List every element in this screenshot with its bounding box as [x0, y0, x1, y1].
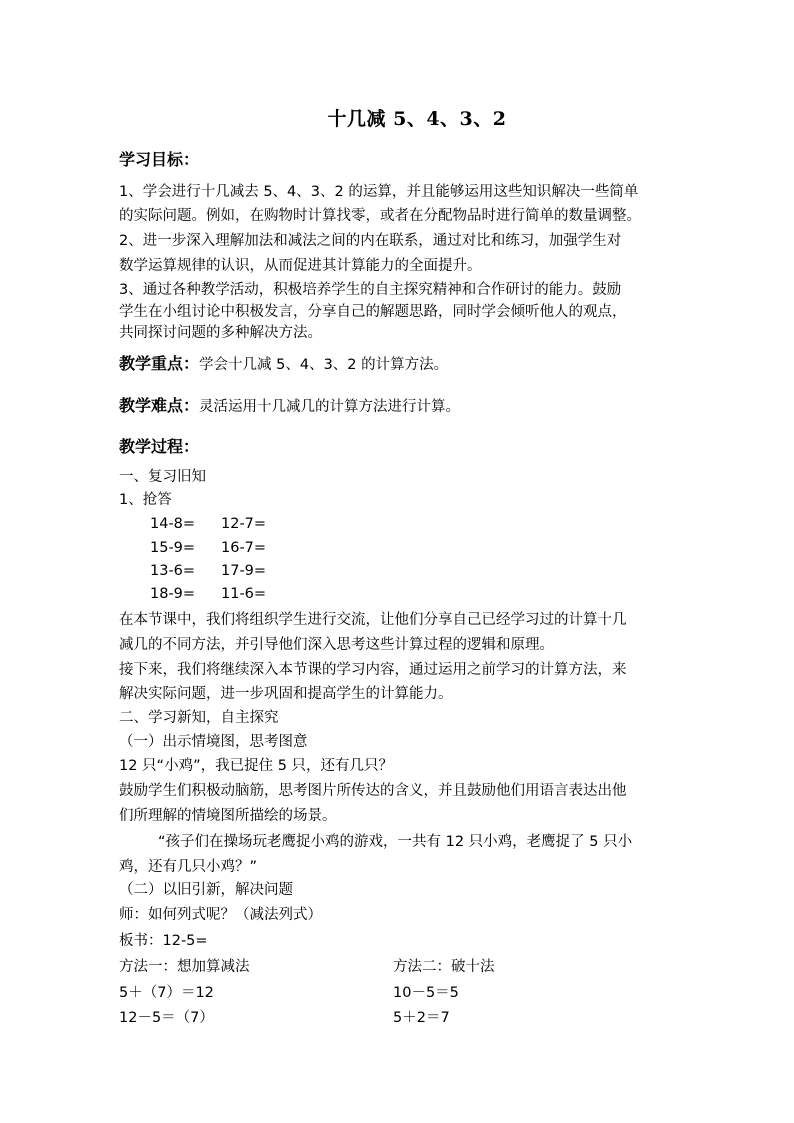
subsection-title: （二）以旧引新，解决问题 [119, 882, 293, 898]
page-title: 十几减 5、4、3、2 [327, 108, 507, 130]
exercise-item: 14-8= [150, 516, 196, 532]
exercise-item: 11-6= [221, 586, 267, 602]
difficulty-label: 教学难点： [119, 396, 200, 415]
objective-line: 的实际问题。例如，在购物时计算找零，或者在分配物品时进行简单的数量调整。 [119, 208, 641, 224]
method2-line: 5＋2＝7 [393, 1010, 450, 1026]
quote-line: “孩子们在操场玩老鹰捉小鸡的游戏，一共有 12 只小鸡，老鹰捉了 5 只小 [158, 834, 633, 850]
paragraph-line: 接下来，我们将继续深入本节课的学习内容，通过运用之前学习的计算方法，来 [119, 662, 627, 678]
method2-line: 10－5＝5 [393, 985, 459, 1001]
teacher-line: 师：如何列式呢？（减法列式） [119, 907, 322, 923]
exercise-item: 12-7= [221, 516, 267, 532]
method1-title: 方法一：想加算减法 [119, 959, 250, 975]
board-line: 板书：12-5= [119, 933, 208, 949]
paragraph-line: 们所理解的情境图所描绘的场景。 [119, 808, 337, 824]
paragraph-line: 解决实际问题，进一步巩固和提高学生的计算能力。 [119, 686, 453, 702]
review-title: 一、复习旧知 [119, 469, 206, 485]
key-point-text: 学会十几减 5、4、3、2 的计算方法。 [199, 357, 449, 373]
subsection-title: （一）出示情境图，思考图意 [119, 734, 308, 750]
objective-line: 数学运算规律的认识，从而促进其计算能力的全面提升。 [119, 258, 482, 274]
process-heading: 教学过程： [119, 437, 200, 456]
difficulty-text: 灵活运用十几减几的计算方法进行计算。 [199, 399, 461, 415]
new-knowledge-title: 二、学习新知，自主探究 [119, 710, 279, 726]
key-point [119, 354, 448, 375]
objectives-heading: 学习目标： [119, 150, 200, 169]
paragraph-line: 减几的不同方法，并引导他们深入思考这些计算过程的逻辑和原理。 [119, 637, 554, 653]
paragraph-line: 鼓励学生们积极动脑筋，思考图片所传达的含义，并且鼓励他们用语言表达出他 [119, 783, 627, 799]
exercise-item: 17-9= [221, 563, 267, 579]
exercise-item: 16-7= [221, 540, 267, 556]
method1-line: 5＋（7）＝12 [119, 985, 214, 1001]
paragraph-line: 在本节课中，我们将组织学生进行交流，让他们分享自己已经学习过的计算十几 [119, 612, 627, 628]
method1-line: 12－5＝（7） [119, 1010, 214, 1026]
quick-answer-title: 1、抢答 [119, 492, 172, 508]
objective-line: 1、学会进行十几减去 5、4、3、2 的运算，并且能够运用这些知识解决一些简单 [119, 184, 639, 200]
objective-line: 学生在小组讨论中积极发言，分享自己的解题思路，同时学会倾听他人的观点， [119, 304, 627, 320]
objective-line: 共同探讨问题的多种解决方法。 [119, 325, 322, 341]
quote-line: 鸡，还有几只小鸡？” [119, 859, 258, 875]
question-line: 12 只“小鸡”，我已捉住 5 只，还有几只？ [119, 758, 394, 774]
exercise-item: 13-6= [150, 563, 196, 579]
objective-line: 3、通过各种教学活动，积极培养学生的自主探究精神和合作研讨的能力。鼓励 [119, 282, 622, 298]
exercise-item: 18-9= [150, 586, 196, 602]
exercise-item: 15-9= [150, 540, 196, 556]
objective-line: 2、进一步深入理解加法和减法之间的内在联系，通过对比和练习，加强学生对 [119, 233, 622, 249]
key-point-label: 教学重点： [119, 354, 200, 373]
method2-title: 方法二：破十法 [393, 959, 495, 975]
difficulty [119, 396, 460, 417]
